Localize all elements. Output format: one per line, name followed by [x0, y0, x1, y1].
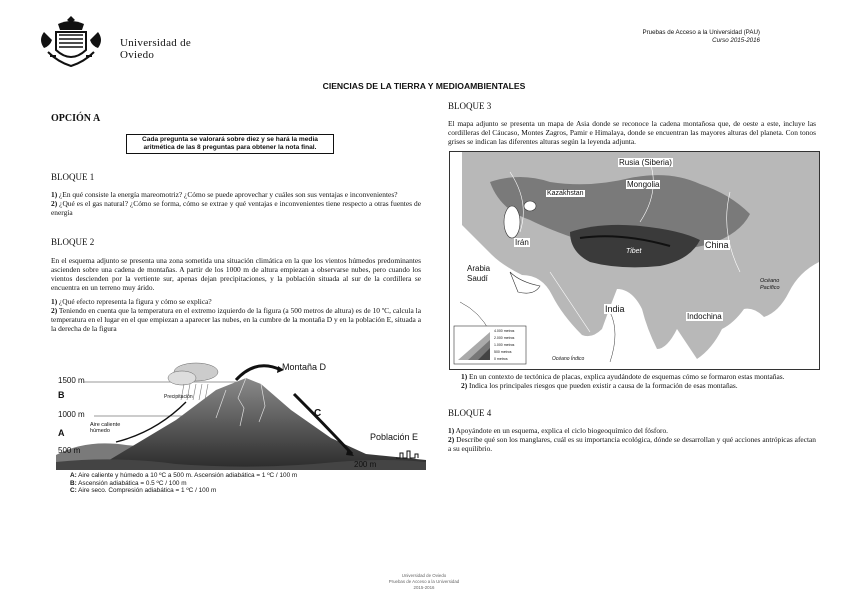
- map-legend: 4.000 metros 2.000 metros 1.000 metros 500 metros 0 metros: [494, 329, 515, 361]
- legend-b: B: Ascensión adiabática = 0.5 ºC / 100 m: [70, 479, 187, 487]
- map-label-kazakhstan: Kazakhstan: [547, 190, 584, 197]
- map-label-india: India: [605, 304, 625, 314]
- bloque3-question2: 2) Indica los principales riesgos que pueden existir a causa de la formación de esas montañas.: [461, 381, 738, 390]
- map-label-tibet: Tibet: [626, 248, 642, 255]
- bloque2-heading: BLOQUE 2: [51, 237, 95, 247]
- asia-map: [449, 151, 820, 370]
- legend-c: C: Aire seco. Compresión adiabática = 1 ºC / 100 m: [70, 487, 217, 494]
- page-footer: Universidad de Oviedo Pruebas de Acceso a la Universidad 2015-2016: [388, 573, 460, 590]
- bloque4-question1: 1) Apoyándote en un esquema, explica el ciclo biogeoquímico del fósforo.: [448, 426, 669, 435]
- bloque4-heading: BLOQUE 4: [448, 408, 492, 418]
- bloque3-heading: BLOQUE 3: [448, 101, 492, 111]
- bloque4: [448, 408, 816, 453]
- altitude-1500: 1500 m: [58, 376, 85, 385]
- map-label-mongolia: Mongolia: [627, 180, 660, 189]
- bloque1: [51, 172, 421, 217]
- bloque2: [51, 237, 421, 333]
- legend-a: A: Aire caliente y húmedo a 10 ºC a 500 m. Ascensión adiabática = 1 ºC / 100 m: [70, 472, 298, 479]
- altitude-1000: 1000 m: [58, 410, 85, 419]
- page-title: CIENCIAS DE LA TIERRA Y MEDIOAMBIENTALES: [322, 81, 526, 91]
- bloque1-heading: BLOQUE 1: [51, 172, 95, 182]
- mountain-label: Montaña D: [282, 362, 327, 372]
- map-label-iran: Irán: [515, 238, 529, 247]
- map-label-oceano-indico: Océano Índico: [552, 356, 585, 362]
- pau-header: Pruebas de Acceso a la Universidad (PAU) Curso 2015-2016: [642, 29, 760, 44]
- map-label-china: China: [705, 240, 729, 250]
- altitude-200: 200 m: [354, 460, 377, 469]
- bloque3-intro: El mapa adjunto se presenta un mapa de Asia donde se reconoce la cadena montañosa que, de oeste a este, incluye las cordilleras del Cáucaso, Montes Zagros, Pamir e Himalaya, donde se encuentran las mayores alturas del planeta. Con tonos grises se indican las diferentes alturas según la leyenda adjunta.: [448, 119, 816, 146]
- bloque4-question2: 2) Describe qué son los manglares, cuál es su importancia ecológica, dónde se desarrollan y qué acciones antrópicas afectan a su equilibrio.: [448, 435, 816, 453]
- altitude-500: 500 m: [58, 446, 81, 455]
- map-label-arabia: Arabia Saudí: [467, 264, 491, 283]
- town-label: Población E: [370, 432, 419, 442]
- bloque2-intro: En el esquema adjunto se presenta una zona sometida una situación climática en la que los vientos húmedos predominantes ascienden sobre una cadena de montañas. A partir de los 1000 m de altura empiezan a observarse nubes, pero cuando los vientos descienden por la vertiente sur, apenas dejan precipitaciones, y la población situada al sur de la cordillera se encuentra en un terreno muy árido.: [51, 256, 421, 292]
- grading-note: Cada pregunta se valorará sobre diez y se hará la media aritmética de las 8 preguntas para obtener la nota final.: [126, 134, 334, 154]
- bloque1-question2: 2) ¿Qué es el gas natural? ¿Cómo se forma, cómo se extrae y qué ventajas e inconvenientes tiene respecto a otras fuentes de energía: [51, 199, 421, 217]
- university-name: Universidad de Oviedo: [120, 37, 192, 61]
- bloque2-question2: 2) Teniendo en cuenta que la temperatura en el extremo izquierdo de la figura (a 500 metros de altura) es de 10 ºC, calcula la temperatura en el lugar en el que empiezan a aparecer las nubes, en la cumbre de la montaña D y en la población E, situada a la derecha de la figura: [51, 306, 421, 333]
- bloque3-question1: 1) En un contexto de tectónica de placas, explica ayudándote de esquemas cómo se formaron estas montañas.: [461, 372, 785, 381]
- map-label-indochina: Indochina: [687, 312, 722, 321]
- figure-legend: [70, 472, 297, 495]
- bloque1-question1: 1) ¿En qué consiste la energía mareomotriz? ¿Cómo se puede aprovechar y cuáles son sus ventajas e inconvenientes?: [51, 190, 398, 199]
- map-label-oceano-pacifico: Océano Pacífico: [760, 278, 780, 291]
- precipitation-label: Precipitación: [164, 394, 193, 400]
- foehn-figure: [56, 350, 426, 520]
- university-seal: [36, 12, 106, 70]
- air-label: Aire caliente húmedo: [90, 422, 121, 434]
- bloque2-question1: 1) ¿Qué efecto representa la figura y cómo se explica?: [51, 297, 212, 306]
- label-c: C: [314, 408, 322, 419]
- bloque3: [448, 101, 816, 146]
- label-a: A: [58, 428, 65, 438]
- mountain-illustration: [56, 350, 426, 470]
- map-label-rusia: Rusia (Siberia): [619, 158, 672, 167]
- bloque3-questions: [461, 372, 817, 390]
- option-heading: OPCIÓN A: [51, 113, 101, 124]
- label-b: B: [58, 390, 65, 400]
